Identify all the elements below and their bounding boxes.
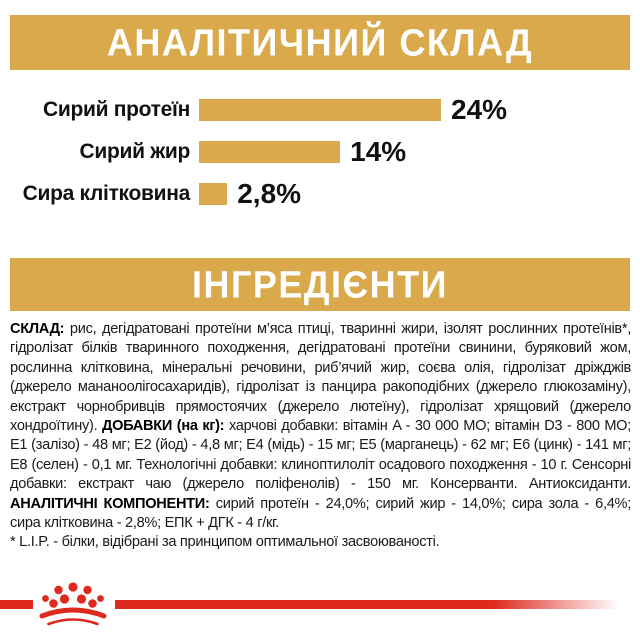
bar-crude-protein <box>199 99 441 121</box>
chart-row-crude-fibre <box>10 173 634 215</box>
analytical-composition-chart <box>10 89 634 215</box>
composition-label: СКЛАД: <box>10 321 65 337</box>
analytical-composition-header <box>10 15 630 70</box>
lip-footnote: * L.I.P. - білки, відібрані за принципом оптимальної засвоюваності. <box>10 534 440 551</box>
analytical-composition-title: АНАЛІТИЧНИЙ СКЛАД <box>106 20 534 64</box>
royal-canin-crown-icon <box>37 580 109 628</box>
analytical-components-text: сирий протеїн - 24,0%; сирий жир - 14,0%; сира зола - 6,4%; сира клітковина - 2,8%; ЕПК + ДГК - 4 г/кг. <box>10 495 631 532</box>
chart-value-crude-fibre: 2,8% <box>237 178 302 209</box>
chart-label-crude-fibre: Сира клітковина <box>22 182 190 205</box>
chart-label-crude-fat: Сирий жир <box>79 140 190 163</box>
composition-text: рис, дегідратовані протеїни м’яса птиці, тваринні жири, ізолят рослинних протеїнів*, гідролізат білків тваринного походження, дегідратовані протеїни свинини, буряковий жом, рослинна клітковина, мінеральні речовини, риб’ячий жир, соєва олія, гідролізат дріжджів (джерело мананоолігосахаридів), гідролізат із панцира ракоподібних (джерело глюкозаміну), екстракт чорнобривців прямостоячих (джерело лютеїну), гідролізат хрящовий (джерело хондроїтину). <box>10 321 631 435</box>
bar-crude-fat <box>199 141 340 163</box>
chart-row-crude-protein <box>10 89 634 131</box>
additives-text: харчові добавки: вітамін A - 30 000 МО; вітамін D3 - 800 МО; E1 (залізо) - 48 мг; E2 (йод) - 4,8 мг; E4 (мідь) - 15 мг; E5 (марганець) - 62 мг; E6 (цинк) - 141 мг; E8 (селен) - 0,1 мг. Технологічні добавки: клиноптилоліт осадового походження - 10 г. Сенсорні добавки: екстракт чаю (джерело поліфенолів) - 150 мг. Консерванти. Антиоксиданти. <box>10 418 631 493</box>
ingredients-text-block <box>10 320 631 553</box>
chart-label-crude-protein: Сирий протеїн <box>42 98 190 121</box>
ingredients-title: ІНГРЕДІЄНТИ <box>191 262 449 306</box>
chart-value-crude-fat: 14% <box>350 136 407 167</box>
bar-crude-fibre <box>199 183 227 205</box>
additives-label: ДОБАВКИ (на кг): <box>102 418 225 435</box>
analytical-components-label: АНАЛІТИЧНІ КОМПОНЕНТИ: <box>10 495 210 512</box>
red-line-left <box>0 600 33 609</box>
ingredients-header <box>10 258 630 311</box>
red-line-right <box>115 600 640 609</box>
ingredients-paragraph <box>10 320 631 533</box>
chart-value-crude-protein: 24% <box>451 94 508 125</box>
chart-row-crude-fat <box>10 131 634 173</box>
